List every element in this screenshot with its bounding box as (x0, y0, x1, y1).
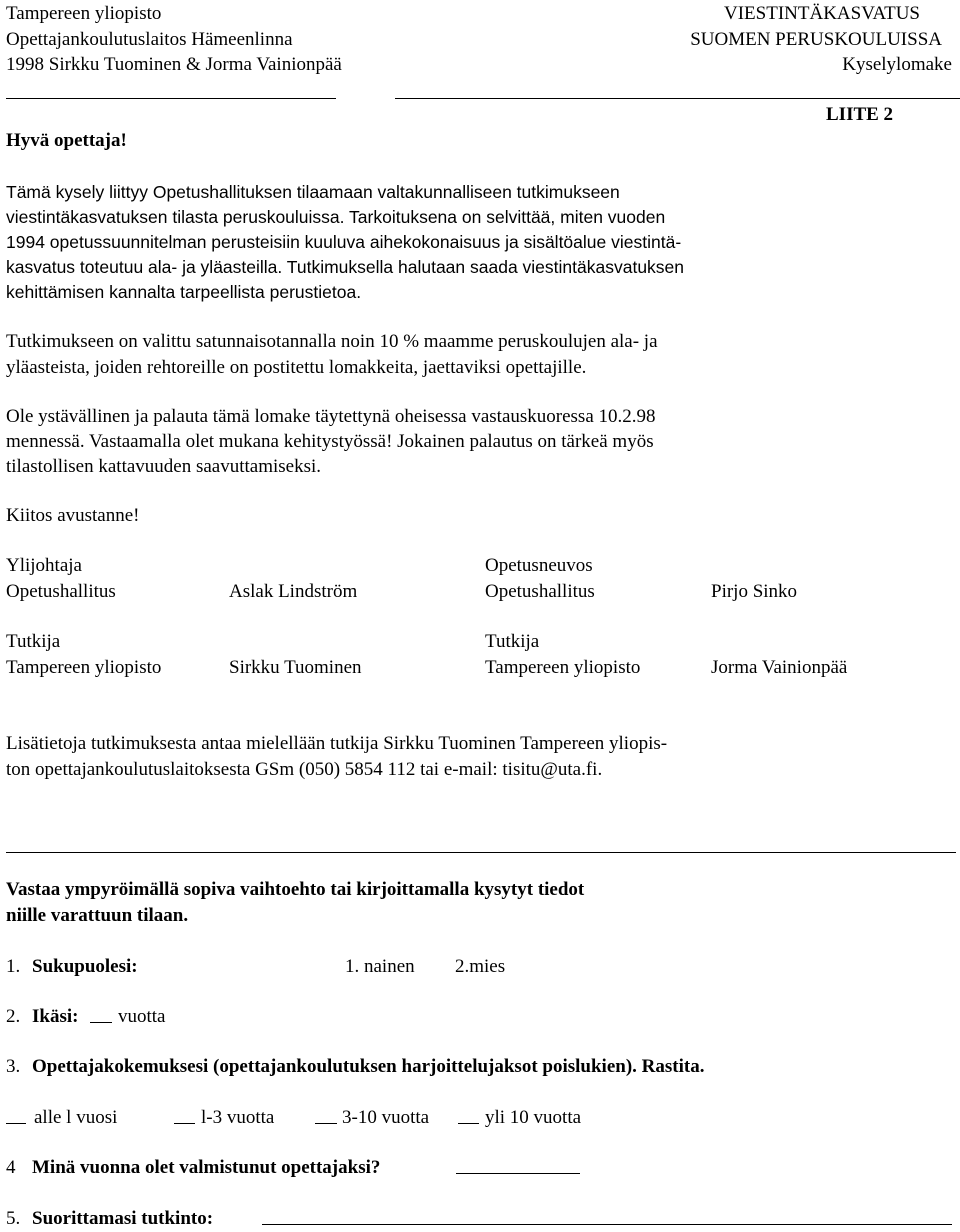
q5-degree-field[interactable] (262, 1208, 952, 1231)
signer-name: Aslak Lindström (229, 581, 358, 602)
signer-org: Tampereen yliopisto (6, 657, 162, 678)
header-rule-left (6, 98, 336, 99)
header-authors: 1998 Sirkku Tuominen & Jorma Vainionpää (6, 54, 342, 75)
return-line: mennessä. Vastaamalla olet mukana kehitystyössä! Jokainen palautus on tärkeä myös (6, 431, 654, 452)
signer-name: Sirkku Tuominen (229, 657, 362, 678)
contact-line: ton opettajankoulutuslaitoksesta GSm (050) 5854 112 tai e-mail: tisitu@uta.fi. (6, 759, 603, 780)
q2-unit: vuotta (118, 1006, 166, 1027)
signer-title: Ylijohtaja (6, 555, 82, 576)
q2-label: Ikäsi: (32, 1006, 79, 1027)
intro-line: viestintäkasvatuksen tilasta peruskouluissa. Tarkoituksena on selvittää, miten vuoden (6, 207, 666, 227)
header-form-type: Kyselylomake (842, 54, 952, 75)
q1-label: Sukupuolesi: (32, 956, 138, 977)
signer-title: Tutkija (485, 631, 540, 652)
appendix-label: LIITE 2 (826, 104, 894, 125)
contact-line: Lisätietoja tutkimuksesta antaa mielellään tutkija Sirkku Tuominen Tampereen yliopis- (6, 733, 668, 754)
q5-number: 5. (6, 1208, 21, 1229)
header-subtitle: SUOMEN PERUSKOULUISSA (690, 29, 942, 50)
q3-option: alle l vuosi (34, 1107, 118, 1128)
q2-age-field[interactable] (90, 1006, 112, 1029)
q3-option: l-3 vuotta (201, 1107, 275, 1128)
sample-line: Tutkimukseen on valittu satunnaisotannalla noin 10 % maamme peruskoulujen ala- ja (6, 331, 658, 352)
header-title: VIESTINTÄKASVATUS (724, 3, 920, 24)
q3-checkbox[interactable] (174, 1107, 195, 1130)
header-department: Opettajankoulutuslaitos Hämeenlinna (6, 29, 293, 50)
return-line: Ole ystävällinen ja palauta tämä lomake täytettynä oheisessa vastauskuoressa 10.2.98 (6, 406, 656, 427)
thanks: Kiitos avustanne! (6, 505, 140, 526)
instructions-line: Vastaa ympyröimällä sopiva vaihtoehto tai kirjoittamalla kysytyt tiedot (6, 879, 585, 900)
q3-option: yli 10 vuotta (485, 1107, 582, 1128)
q3-checkbox[interactable] (315, 1107, 337, 1130)
greeting: Hyvä opettaja! (6, 130, 127, 151)
q3-checkbox[interactable] (6, 1107, 26, 1130)
q4-number: 4 (6, 1157, 16, 1178)
q3-checkbox[interactable] (458, 1107, 479, 1130)
signer-org: Opetushallitus (485, 581, 595, 602)
q3-label: Opettajakokemuksesi (opettajankoulutuksen harjoittelujaksot poislukien). Rastita. (32, 1056, 705, 1077)
signer-name: Jorma Vainionpää (711, 657, 848, 678)
return-line: tilastollisen kattavuuden saavuttamiseksi. (6, 456, 322, 477)
intro-line: 1994 opetussuunnitelman perusteisiin kuuluva aihekokonaisuus ja sisältöalue viestintä- (6, 232, 682, 252)
signer-title: Opetusneuvos (485, 555, 593, 576)
signer-title: Tutkija (6, 631, 61, 652)
q1-number: 1. (6, 956, 21, 977)
section-divider (6, 852, 956, 853)
header-rule-right (395, 98, 960, 99)
q3-option: 3-10 vuotta (342, 1107, 430, 1128)
q4-year-field[interactable] (456, 1157, 580, 1180)
intro-line: kehittämisen kannalta tarpeellista perustietoa. (6, 282, 362, 302)
q4-label: Minä vuonna olet valmistunut opettajaksi? (32, 1157, 381, 1178)
q1-option-male[interactable]: 2.mies (455, 956, 506, 977)
intro-line: kasvatus toteutuu ala- ja yläasteilla. Tutkimuksella halutaan saada viestintäkasvatuksen (6, 257, 685, 277)
signer-org: Tampereen yliopisto (485, 657, 641, 678)
instructions-line: niille varattuun tilaan. (6, 905, 189, 926)
intro-line: Tämä kysely liittyy Opetushallituksen tilaamaan valtakunnalliseen tutkimukseen (6, 182, 620, 202)
signer-org: Opetushallitus (6, 581, 116, 602)
q3-number: 3. (6, 1056, 21, 1077)
q2-number: 2. (6, 1006, 21, 1027)
q5-label: Suorittamasi tutkinto: (32, 1208, 214, 1229)
q1-option-female[interactable]: 1. nainen (345, 956, 415, 977)
signer-name: Pirjo Sinko (711, 581, 798, 602)
sample-line: yläasteista, joiden rehtoreille on postitettu lomakkeita, jaettaviksi opettajille. (6, 357, 587, 378)
header-institution: Tampereen yliopisto (6, 3, 162, 24)
